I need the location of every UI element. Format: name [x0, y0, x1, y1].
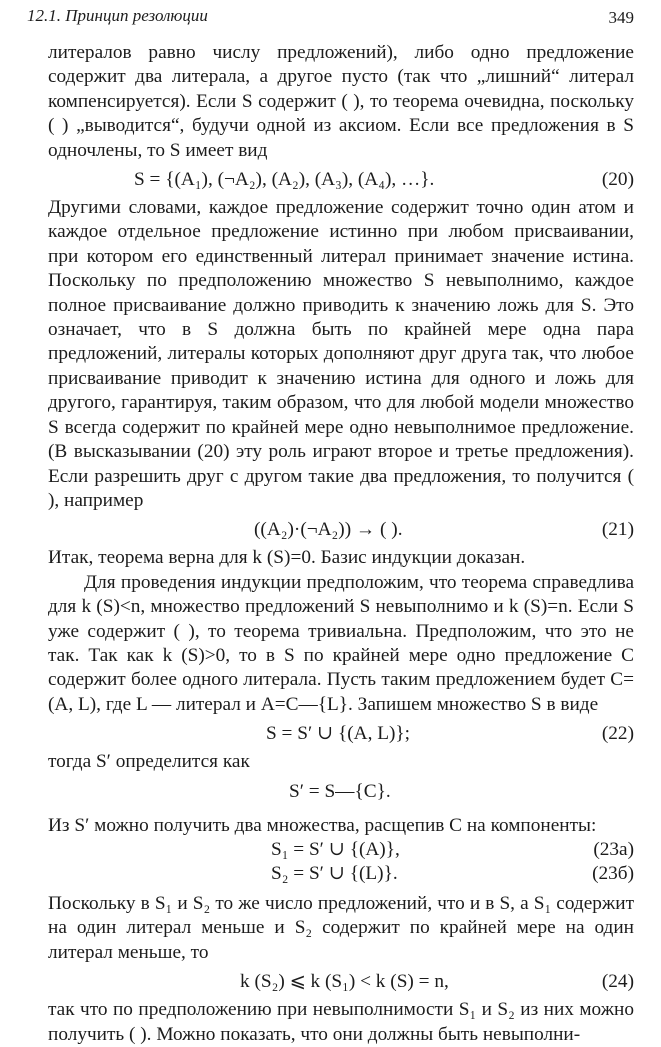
- page-body: [48, 41, 634, 1047]
- equation-number: (21): [601, 519, 634, 541]
- paragraph-induction-step: Для проведения индукции предположим, что теорема справедлива для k (S)<n, множество предложений S невыполнимо и k (S)=n. Если S уже содержит ( ), то теорема тривиальна. Предположим, что это не так. Так как k (S)>0, то в S по крайней мере одно предложение C содержит более одного литерала. Пусть таким предложением будет C=(A, L), где L — литерал и A=C—{L}. Запишем множество S в виде: [48, 571, 634, 715]
- page-number: 349: [608, 8, 634, 27]
- paragraph-then: тогда S′ определится как: [48, 751, 250, 773]
- equation-24: [48, 968, 634, 995]
- equation-formula: S = S′ ∪ {(A, L)};: [266, 723, 411, 745]
- equation-22: [48, 720, 634, 747]
- equation-formula: k (S₂) ⩽ k (S₁) < k (S) = n,: [240, 971, 449, 993]
- paragraph-split: Из S′ можно получить два множества, расщепив C на компоненты:: [48, 814, 597, 836]
- equation-number: (20): [601, 169, 634, 191]
- paragraph-continuation: литералов равно числу предложений), либо одно предложение содержит два литерала, а другое пусто (так что „лишний“ литерал компенсируется). Если S содержит ( ), то теорема очевидна, поскольку ( ) „выводится“, будучи одной из аксиом. Если все предложения в S одночлены, то S имеет вид: [48, 42, 634, 161]
- equation-number: (24): [601, 971, 634, 993]
- equation-formula: S = {(A₁), (¬A₂), (A₂), (A₃), (A₄), …}.: [134, 169, 435, 191]
- paragraph-final: так что по предположению при невыполнимости S₁ и S₂ из них можно получить ( ). Можно показать, что они должны быть невыполни-: [48, 999, 634, 1045]
- equation-20: [48, 166, 634, 193]
- section-title: 12.1. Принцип резолюции: [27, 6, 208, 25]
- paragraph-since: Поскольку в S₁ и S₂ то же число предложений, что и в S, а S₁ содержит на один литерал меньше и S₂ содержит по крайней мере на один литерал меньше, то: [48, 892, 634, 963]
- equation-23b: [48, 862, 634, 886]
- running-header: [27, 6, 634, 28]
- equation-formula: S′ = S—{C}.: [289, 780, 391, 802]
- equation-formula: S₁ = S′ ∪ {(A)},: [271, 838, 400, 860]
- equation-number: (23а): [593, 838, 634, 860]
- equation-21: [48, 516, 634, 543]
- equation-number: (22): [601, 723, 634, 745]
- equation-s-prime: [48, 778, 634, 805]
- equation-23a: [48, 838, 634, 862]
- paragraph-other-words: Другими словами, каждое предложение содержит точно один атом и каждое отдельное предложение истинно при любом присваивании, при котором его единственный литерал принимает значение истина. Поскольку по предположению множество S невыполнимо, каждое полное присваивание должно приводить к значению ложь для S. Это означает, что в S должна быть по крайней мере одна пара предложений, литералы которых дополняют друг друга так, что любое присваивание приводит к значению истина для одного и ложь для другого, гарантируя, таким образом, что для любой модели множество S всегда содержит по крайней мере одно невыполнимое предложение. (В высказывании (20) эту роль играют второе и третье предложения). Если разрешить друг с другом такие два предложения, то получится ( ), например: [48, 197, 634, 511]
- equation-formula: ((A₂)·(¬A₂)) → ( ).: [254, 519, 403, 541]
- equation-formula: S₂ = S′ ∪ {(L)}.: [271, 862, 398, 884]
- paragraph-induction-base: Итак, теорема верна для k (S)=0. Базис индукции доказан.: [48, 547, 526, 569]
- equation-number: (23б): [592, 862, 634, 884]
